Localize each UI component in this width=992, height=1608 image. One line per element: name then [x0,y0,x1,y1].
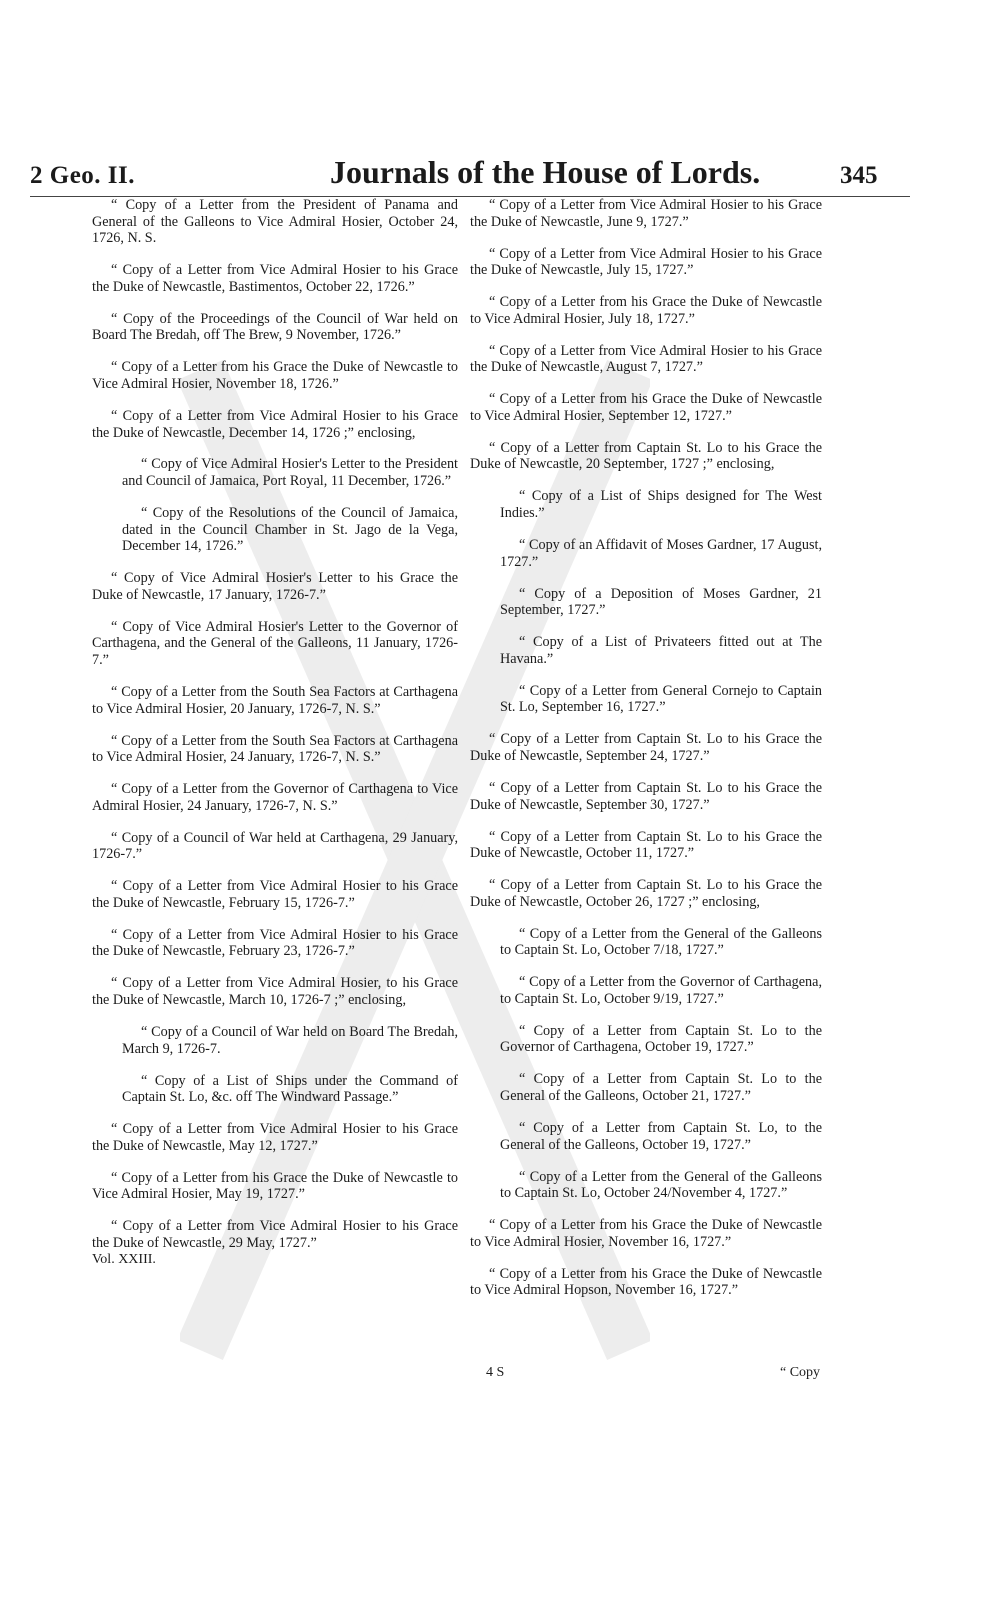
right-entry: “ Copy of a Letter from his Grace the Duke of Newcastle to Vice Admiral Hosier, November 16, 1727.” [470,1217,822,1250]
left-entry: “ Copy of Vice Admiral Hosier's Letter to the President and Council of Jamaica, Port Royal, 11 December, 1726.” [122,456,458,490]
left-entry: “ Copy of a Council of War held on Board The Bredah, March 9, 1726-7. [122,1024,458,1057]
right-entry: “ Copy of a Letter from the General of the Galleons to Captain St. Lo, October 7/18, 1727.” [500,925,822,959]
left-entry: “ Copy of a Letter from Vice Admiral Hosier to his Grace the Duke of Newcastle, 29 May, 1727.” [92,1218,458,1251]
right-entry: “ Copy of a Letter from the Governor of Carthagena, to Captain St. Lo, October 9/19, 1727.” [500,974,822,1007]
left-entry: “ Copy of a Letter from his Grace the Duke of Newcastle to Vice Admiral Hosier, November 18, 1726.” [92,359,458,392]
left-entry: “ Copy of the Proceedings of the Council of War held on Board The Bredah, off The Brew, 9 November, 1726.” [92,310,458,344]
header-regnal-year: 2 Geo. II. [30,162,135,189]
right-entry: “ Copy of a Letter from Captain St. Lo to the Governor of Carthagena, October 19, 1727.” [500,1022,822,1056]
left-entry: “ Copy of a Letter from the South Sea Factors at Carthagena to Vice Admiral Hosier, 24 January, 1726-7, N. S.” [92,732,458,766]
left-entry: “ Copy of a List of Ships under the Command of Captain St. Lo, &c. off The Windward Passage.” [122,1072,458,1106]
right-entry: “ Copy of a Letter from General Cornejo to Captain St. Lo, September 16, 1727.” [500,682,822,716]
right-entry: “ Copy of an Affidavit of Moses Gardner, 17 August, 1727.” [500,537,822,570]
right-entry: “ Copy of a Letter from Captain St. Lo to the General of the Galleons, October 21, 1727.” [500,1071,822,1104]
left-entry: “ Copy of a Letter from Vice Admiral Hosier to his Grace the Duke of Newcastle, February 23, 1726-7.” [92,926,458,960]
right-entry: “ Copy of a Letter from Captain St. Lo to his Grace the Duke of Newcastle, September 30, 1727.” [470,779,822,813]
left-entry: “ Copy of Vice Admiral Hosier's Letter to his Grace the Duke of Newcastle, 17 January, 1726-7.” [92,570,458,603]
header-page-number: 345 [840,162,878,189]
right-entry: “ Copy of a Letter from Captain St. Lo to his Grace the Duke of Newcastle, October 11, 1727.” [470,828,822,862]
left-entry: “ Copy of the Resolutions of the Council of Jamaica, dated in the Council Chamber in St. Jago de la Vega, December 14, 1726.” [122,505,458,555]
right-entry: “ Copy of a Letter from his Grace the Duke of Newcastle to Vice Admiral Hosier, September 12, 1727.” [470,391,822,424]
right-entry: “ Copy of a List of Ships designed for The West Indies.” [500,488,822,522]
left-entry: “ Copy of a Letter from Vice Admiral Hosier to his Grace the Duke of Newcastle, May 12, 1727.” [92,1121,458,1154]
left-entry: “ Copy of a Letter from the South Sea Factors at Carthagena to Vice Admiral Hosier, 20 January, 1726-7, N. S.” [92,683,458,717]
right-entry: “ Copy of a Letter from Captain St. Lo to his Grace the Duke of Newcastle, October 26, 1727 ;” enclosing, [470,877,822,910]
left-entry: “ Copy of Vice Admiral Hosier's Letter to the Governor of Carthagena, and the General of the Galleons, 11 January, 1726-7.” [92,618,458,668]
right-entry: “ Copy of a List of Privateers fitted out at The Havana.” [500,634,822,667]
header-title: Journals of the House of Lords. [330,154,761,190]
right-entry: “ Copy of a Letter from Captain St. Lo, to the General of the Galleons, October 19, 1727.” [500,1119,822,1153]
right-entry: “ Copy of a Letter from Captain St. Lo to his Grace the Duke of Newcastle, 20 September, 1727 ;” enclosing, [470,439,822,473]
right-entry: “ Copy of a Letter from his Grace the Duke of Newcastle to Vice Admiral Hopson, November 16, 1727.” [470,1265,822,1299]
left-entry: “ Copy of a Letter from the Governor of Carthagena to Vice Admiral Hosier, 24 January, 1726-7, N. S.” [92,781,458,814]
left-entry: “ Copy of a Letter from Vice Admiral Hosier to his Grace the Duke of Newcastle, Bastimentos, October 22, 1726.” [92,262,458,295]
left-entry: “ Copy of a Letter from his Grace the Duke of Newcastle to Vice Admiral Hosier, May 19, 1727.” [92,1169,458,1203]
right-entry: “ Copy of a Deposition of Moses Gardner, 21 September, 1727.” [500,585,822,619]
left-column [92,197,458,1268]
left-entry: “ Copy of a Letter from Vice Admiral Hosier, to his Grace the Duke of Newcastle, March 10, 1726-7 ;” enclosing, [92,975,458,1009]
left-entry: “ Copy of a Letter from Vice Admiral Hosier to his Grace the Duke of Newcastle, February 15, 1726-7.” [92,878,458,911]
right-entry: “ Copy of a Letter from Captain St. Lo to his Grace the Duke of Newcastle, September 24, 1727.” [470,731,822,764]
right-entry: “ Copy of a Letter from Vice Admiral Hosier to his Grace the Duke of Newcastle, July 15, 1727.” [470,245,822,279]
left-entry: “ Copy of a Letter from Vice Admiral Hosier to his Grace the Duke of Newcastle, December 14, 1726 ;” enclosing, [92,407,458,441]
signature-mark: 4 S [486,1365,505,1380]
right-entry: “ Copy of a Letter from his Grace the Duke of Newcastle to Vice Admiral Hosier, July 18, 1727.” [470,294,822,327]
right-column [470,197,822,1314]
volume-mark: Vol. XXIII. [92,1251,156,1267]
left-entry: “ Copy of a Council of War held at Carthagena, 29 January, 1726-7.” [92,829,458,863]
page-header [30,150,910,194]
left-entry: “ Copy of a Letter from the President of Panama and General of the Galleons to Vice Admiral Hosier, October 24, 1726, N. S. [92,197,458,247]
catchword: “ Copy [780,1365,821,1380]
right-entry: “ Copy of a Letter from the General of the Galleons to Captain St. Lo, October 24/November 4, 1727.” [500,1168,822,1202]
right-entry: “ Copy of a Letter from Vice Admiral Hosier to his Grace the Duke of Newcastle, August 7, 1727.” [470,342,822,376]
right-entry: “ Copy of a Letter from Vice Admiral Hosier to his Grace the Duke of Newcastle, June 9, 1727.” [470,197,822,230]
